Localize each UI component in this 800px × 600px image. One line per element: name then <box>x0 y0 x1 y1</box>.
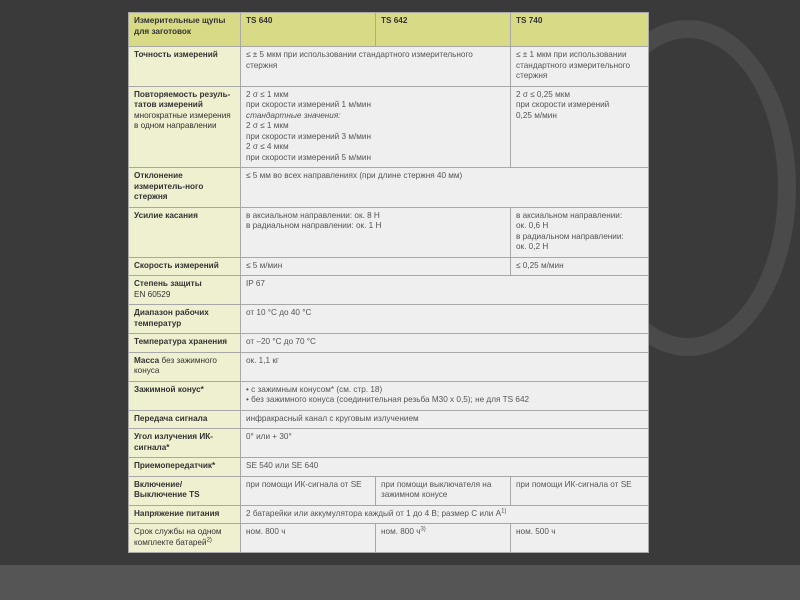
row-label <box>129 458 241 477</box>
table-cell <box>511 207 649 257</box>
table-cell <box>241 458 649 477</box>
row-label <box>129 168 241 208</box>
table-row <box>129 305 649 334</box>
table-row <box>129 458 649 477</box>
row-label <box>129 524 241 553</box>
row-label <box>129 505 241 524</box>
cell-line: 0,25 м/мин <box>516 110 557 120</box>
row-label-bold: Отклонение измеритель-ного стержня <box>134 171 204 201</box>
row-label <box>129 207 241 257</box>
table-cell <box>511 257 649 276</box>
header-cell-ts740: TS 740 <box>511 13 649 47</box>
table-cell <box>241 476 376 505</box>
cell-line: 2 σ ≤ 0,25 мкм <box>516 89 570 99</box>
row-label <box>129 429 241 458</box>
row-label-bold: Приемопередатчик* <box>134 461 216 470</box>
row-label-bold: Угол излучения ИК-сигнала* <box>134 432 213 452</box>
cell-line: при скорости измерений 5 м/мин <box>246 152 371 162</box>
table-row <box>129 505 649 524</box>
cell-line: ок. 1,1 кг <box>246 355 279 365</box>
table-row <box>129 352 649 381</box>
table-cell <box>241 86 511 168</box>
footnote-mark: 2) <box>206 536 212 543</box>
row-label <box>129 86 241 168</box>
table-cell <box>241 381 649 410</box>
cell-line: ок. 0,6 Н <box>516 221 549 230</box>
table-cell <box>511 47 649 87</box>
row-label-bold: Повторяемость резуль-татов измерений <box>134 89 231 109</box>
table-cell <box>241 410 649 429</box>
footnote-mark: 3) <box>420 526 426 533</box>
cell-line: от –20 °C до 70 °C <box>246 337 316 346</box>
row-label <box>129 410 241 429</box>
table-cell <box>376 524 511 553</box>
row-label <box>129 47 241 87</box>
row-label-detail: многократные измерения в одном направлении <box>134 110 231 130</box>
table-row <box>129 168 649 208</box>
cell-line: ≤ 5 мм во всех направлениях (при длине стержня 40 мм) <box>246 171 463 180</box>
row-label-bold: Напряжение питания <box>134 508 220 518</box>
row-label-bold: Усилие касания <box>134 210 198 220</box>
cell-line: ≤ ± 1 мкм при использовании стандартного измерительного стержня <box>516 50 631 80</box>
cell-line: 2 σ ≤ 1 мкм <box>246 89 289 99</box>
cell-line: при помощи выключателя на зажимном конусе <box>381 479 492 499</box>
table-cell <box>241 168 649 208</box>
table-cell <box>241 305 649 334</box>
cell-line: инфракрасный канал с круговым излучением <box>246 413 419 423</box>
row-label <box>129 476 241 505</box>
table-cell <box>241 257 511 276</box>
cell-line: 2 σ ≤ 4 мкм <box>246 142 289 151</box>
table-cell <box>241 505 649 524</box>
table-cell <box>241 524 376 553</box>
row-label-bold: Диапазон рабочих температур <box>134 308 209 328</box>
slide-background-shape <box>0 565 800 600</box>
header-cell-ts642: TS 642 <box>376 13 511 47</box>
cell-line: ном. 500 ч <box>516 527 556 536</box>
cell-line: при скорости измерений 1 м/мин <box>246 100 371 109</box>
cell-line: SE 540 или SE 640 <box>246 461 319 470</box>
row-label-bold: Включение/ Выключение TS <box>134 479 200 499</box>
header-cell-title: Измерительные щупы для заготовок <box>129 13 241 47</box>
header-cell-ts640: TS 640 <box>241 13 376 47</box>
cell-line: в радиальном направлении: <box>516 231 624 241</box>
cell-line: ≤ ± 5 мкм при использовании стандартного измерительного стержня <box>246 50 473 70</box>
cell-line: 2 батарейки или аккумулятора каждый от 1 до 4 В; размер C или $A^{1)}$ <box>246 507 507 518</box>
specifications-table <box>128 12 649 553</box>
cell-line: • с зажимным конусом* (см. стр. 18) <box>246 384 383 394</box>
row-label-detail: без зажимного конуса <box>134 355 217 375</box>
cell-line: IP 67 <box>246 279 265 288</box>
row-label-bold: Степень защиты <box>134 279 202 288</box>
footnote-mark: 1) <box>501 507 507 514</box>
table-row <box>129 86 649 168</box>
cell-line: ≤ 0,25 м/мин <box>516 260 564 270</box>
cell-line: при помощи ИК-сигнала от SE <box>246 479 362 489</box>
table-row <box>129 334 649 353</box>
table-cell <box>241 352 649 381</box>
cell-line: стандартные значения: <box>246 110 341 120</box>
cell-line: ок. 0,2 Н <box>516 242 549 251</box>
cell-line: при скорости измерений <box>516 100 610 109</box>
table-header-row <box>129 13 649 47</box>
table-cell <box>511 86 649 168</box>
cell-line: при скорости измерений 3 м/мин <box>246 131 371 141</box>
row-label <box>129 381 241 410</box>
table-row <box>129 410 649 429</box>
cell-line: 0° или + 30° <box>246 432 292 441</box>
row-label <box>129 276 241 305</box>
row-label-bold: Температура хранения <box>134 337 228 346</box>
row-label <box>129 352 241 381</box>
row-label <box>129 257 241 276</box>
table-cell <box>511 524 649 553</box>
table-cell <box>241 429 649 458</box>
row-label <box>129 334 241 353</box>
cell-line: в аксиальном направлении: ок. 8 Н <box>246 210 380 220</box>
cell-line: • без зажимного конуса (соединительная резьба M30 x 0,5); не для TS 642 <box>246 395 530 404</box>
table-row <box>129 429 649 458</box>
table-row <box>129 524 649 553</box>
table-cell <box>241 207 511 257</box>
table-cell <box>241 47 511 87</box>
cell-line: 2 σ ≤ 1 мкм <box>246 121 289 130</box>
row-label-bold: Передача сигнала <box>134 413 208 423</box>
cell-line: ном. 800 $ч^{3)}$ <box>381 526 426 536</box>
cell-line: ном. 800 ч <box>246 527 286 536</box>
row-label-bold: Масса <box>134 355 160 365</box>
cell-line: в радиальном направлении: ок. 1 Н <box>246 221 382 230</box>
row-label-bold: Скорость измерений <box>134 260 219 270</box>
table-cell <box>376 476 511 505</box>
table-cell <box>511 476 649 505</box>
cell-line: при помощи ИК-сигнала от SE <box>516 479 632 489</box>
table-cell <box>241 334 649 353</box>
row-label-bold: Зажимной конус* <box>134 384 204 394</box>
table-row <box>129 47 649 87</box>
table-row <box>129 381 649 410</box>
cell-line: в аксиальном направлении: <box>516 210 623 220</box>
row-label-detail: EN 60529 <box>134 289 171 299</box>
row-label-detail: Срок службы на одном комплекте батарей <box>134 527 222 547</box>
row-label <box>129 305 241 334</box>
table-row <box>129 476 649 505</box>
table-row <box>129 257 649 276</box>
cell-line: от 10 °C до 40 °C <box>246 308 312 317</box>
cell-line: ≤ 5 м/мин <box>246 260 283 270</box>
table-row <box>129 276 649 305</box>
table-cell <box>241 276 649 305</box>
table-row <box>129 207 649 257</box>
row-label-bold: Точность измерений <box>134 50 218 59</box>
